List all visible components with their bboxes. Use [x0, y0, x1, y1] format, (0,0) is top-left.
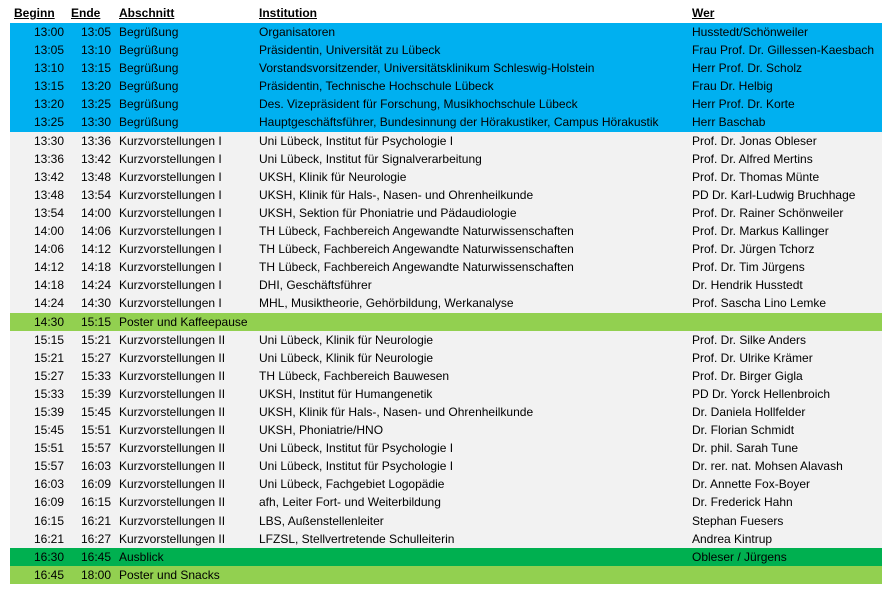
cell-end: 15:33	[80, 368, 111, 383]
cell-institution: LFZSL, Stellvertretende Schulleiterin	[259, 531, 455, 546]
cell-section: Kurzvorstellungen I	[119, 260, 222, 275]
cell-who: Dr. Daniela Hollfelder	[692, 404, 806, 419]
cell-begin: 16:15	[33, 513, 64, 528]
cell-section: Begrüßung	[119, 97, 179, 112]
cell-section: Kurzvorstellungen II	[119, 459, 226, 474]
cell-begin: 15:15	[33, 332, 64, 347]
cell-institution: TH Lübeck, Fachbereich Angewandte Naturwissenschaften	[259, 224, 574, 239]
cell-end: 14:24	[80, 278, 111, 293]
cell-institution: Uni Lübeck, Institut für Psychologie I	[259, 133, 454, 148]
cell-begin: 13:25	[33, 115, 64, 130]
cell-section: Kurzvorstellungen II	[119, 441, 226, 456]
cell-begin: 13:15	[33, 79, 64, 94]
cell-end: 13:05	[80, 25, 111, 39]
cell-section: Kurzvorstellungen I	[119, 169, 222, 184]
cell-institution: UKSH, Klinik für Neurologie	[259, 169, 407, 184]
cell-end: 13:10	[80, 43, 111, 58]
cell-begin: 16:45	[33, 567, 64, 582]
table-header	[10, 6, 883, 22]
cell-who: Prof. Dr. Thomas Münte	[692, 169, 820, 184]
table-row	[10, 168, 882, 186]
cell-end: 15:39	[80, 386, 111, 401]
cell-section: Begrüßung	[119, 79, 179, 94]
cell-who: PD Dr. Yorck Hellenbroich	[692, 386, 831, 401]
cell-section: Begrüßung	[119, 43, 179, 58]
table-row	[10, 313, 882, 331]
table-row	[10, 204, 882, 222]
cell-end: 16:27	[80, 531, 111, 546]
schedule-table	[10, 23, 882, 584]
cell-section: Kurzvorstellungen II	[119, 332, 226, 347]
table-row	[10, 95, 882, 113]
table-row	[10, 385, 882, 403]
cell-who: PD Dr. Karl-Ludwig Bruchhage	[692, 187, 856, 202]
cell-end: 14:06	[80, 224, 111, 239]
cell-end: 14:00	[80, 205, 111, 220]
cell-section: Kurzvorstellungen I	[119, 296, 222, 311]
cell-institution: afh, Leiter Fort- und Weiterbildung	[259, 495, 441, 510]
cell-section: Begrüßung	[119, 115, 179, 130]
cell-section: Begrüßung	[119, 25, 179, 39]
header-end: Ende	[71, 6, 101, 20]
cell-institution: Uni Lübeck, Fachgebiet Logopädie	[259, 477, 445, 492]
cell-who: Prof. Dr. Jonas Obleser	[692, 133, 817, 148]
cell-who: Stephan Fuesers	[692, 513, 784, 528]
cell-begin: 16:30	[33, 549, 64, 564]
cell-institution: Vorstandsvorsitzender, Universitätsklinikum Schleswig-Holstein	[259, 61, 595, 76]
cell-begin: 14:24	[33, 296, 64, 311]
cell-end: 14:12	[80, 242, 111, 257]
cell-institution: Uni Lübeck, Klinik für Neurologie	[259, 332, 434, 347]
cell-institution: TH Lübeck, Fachbereich Angewandte Naturwissenschaften	[259, 242, 574, 257]
cell-end: 16:21	[80, 513, 111, 528]
cell-section: Kurzvorstellungen I	[119, 242, 222, 257]
cell-begin: 13:54	[33, 205, 64, 220]
table-row	[10, 258, 882, 276]
cell-who: Frau Dr. Helbig	[692, 79, 773, 94]
cell-who: Prof. Dr. Birger Gigla	[692, 368, 803, 383]
table-row	[10, 77, 882, 95]
table-row	[10, 222, 882, 240]
table-row	[10, 132, 882, 150]
table-row	[10, 240, 882, 258]
table-row	[10, 475, 882, 493]
table-row	[10, 186, 882, 204]
cell-begin: 13:30	[33, 133, 64, 148]
cell-who: Herr Prof. Dr. Korte	[692, 97, 795, 112]
cell-institution: UKSH, Klinik für Hals-, Nasen- und Ohrenheilkunde	[259, 187, 534, 202]
cell-section: Kurzvorstellungen II	[119, 350, 226, 365]
cell-begin: 14:00	[33, 224, 64, 239]
cell-institution: Uni Lübeck, Institut für Psychologie I	[259, 441, 454, 456]
cell-institution: Des. Vizepräsident für Forschung, Musikhochschule Lübeck	[259, 97, 578, 112]
table-row	[10, 548, 882, 566]
cell-end: 15:57	[80, 441, 111, 456]
cell-institution: Uni Lübeck, Klinik für Neurologie	[259, 350, 434, 365]
cell-section: Poster und Snacks	[119, 567, 220, 582]
table-row	[10, 150, 882, 168]
cell-begin: 14:06	[33, 242, 64, 257]
table-row	[10, 457, 882, 475]
cell-institution: UKSH, Phoniatrie/HNO	[259, 423, 384, 438]
table-row	[10, 294, 882, 312]
cell-institution: Präsidentin, Universität zu Lübeck	[259, 43, 441, 58]
cell-begin: 15:45	[33, 423, 64, 438]
cell-institution: LBS, Außenstellenleiter	[259, 513, 384, 528]
cell-institution: TH Lübeck, Fachbereich Bauwesen	[259, 368, 450, 383]
cell-end: 16:03	[80, 459, 111, 474]
cell-who: Dr. phil. Sarah Tune	[692, 441, 799, 456]
cell-section: Kurzvorstellungen I	[119, 224, 222, 239]
cell-end: 15:51	[80, 423, 111, 438]
cell-who: Herr Baschab	[692, 115, 766, 130]
cell-institution: Uni Lübeck, Institut für Psychologie I	[259, 459, 454, 474]
cell-section: Kurzvorstellungen II	[119, 477, 226, 492]
table-row	[10, 530, 882, 548]
cell-section: Kurzvorstellungen I	[119, 205, 222, 220]
cell-section: Kurzvorstellungen II	[119, 368, 226, 383]
cell-institution: DHI, Geschäftsführer	[259, 278, 372, 293]
cell-section: Kurzvorstellungen II	[119, 513, 226, 528]
cell-institution: UKSH, Institut für Humangenetik	[259, 386, 433, 401]
cell-end: 15:21	[80, 332, 111, 347]
cell-section: Kurzvorstellungen I	[119, 151, 222, 166]
cell-end: 15:27	[80, 350, 111, 365]
header-who: Wer	[692, 6, 715, 20]
table-row	[10, 349, 882, 367]
cell-who: Prof. Dr. Ulrike Krämer	[692, 350, 813, 365]
cell-end: 16:09	[80, 477, 111, 492]
cell-end: 13:30	[80, 115, 111, 130]
cell-who: Dr. Hendrik Husstedt	[692, 278, 803, 293]
cell-begin: 13:00	[33, 25, 64, 39]
cell-end: 13:42	[80, 151, 111, 166]
cell-begin: 13:10	[33, 61, 64, 76]
cell-who: Obleser / Jürgens	[692, 549, 787, 564]
cell-who: Dr. Annette Fox-Boyer	[692, 477, 811, 492]
cell-end: 16:45	[80, 549, 111, 564]
cell-section: Kurzvorstellungen II	[119, 386, 226, 401]
cell-begin: 13:42	[33, 169, 64, 184]
cell-section: Begrüßung	[119, 61, 179, 76]
cell-institution: Hauptgeschäftsführer, Bundesinnung der Hörakustiker, Campus Hörakustik	[259, 115, 659, 130]
header-section: Abschnitt	[119, 6, 175, 20]
cell-begin: 15:33	[33, 386, 64, 401]
table-row	[10, 23, 882, 41]
table-row	[10, 367, 882, 385]
cell-who: Prof. Dr. Rainer Schönweiler	[692, 205, 844, 220]
cell-begin: 14:18	[33, 278, 64, 293]
table-row	[10, 276, 882, 294]
cell-begin: 15:21	[33, 350, 64, 365]
cell-begin: 13:48	[33, 187, 64, 202]
table-row	[10, 493, 882, 511]
cell-who: Prof. Dr. Tim Jürgens	[692, 260, 805, 275]
cell-end: 15:15	[80, 314, 111, 329]
table-row	[10, 113, 882, 131]
cell-end: 15:45	[80, 404, 111, 419]
cell-begin: 15:39	[33, 404, 64, 419]
cell-begin: 13:05	[33, 43, 64, 58]
cell-begin: 16:09	[33, 495, 64, 510]
cell-begin: 14:30	[33, 314, 64, 329]
cell-end: 14:18	[80, 260, 111, 275]
cell-end: 14:30	[80, 296, 111, 311]
table-row	[10, 439, 882, 457]
cell-end: 16:15	[80, 495, 111, 510]
cell-section: Kurzvorstellungen II	[119, 531, 226, 546]
cell-begin: 13:20	[33, 97, 64, 112]
cell-begin: 16:03	[33, 477, 64, 492]
cell-who: Herr Prof. Dr. Scholz	[692, 61, 803, 76]
cell-who: Dr. rer. nat. Mohsen Alavash	[692, 459, 843, 474]
cell-section: Kurzvorstellungen II	[119, 495, 226, 510]
table-row	[10, 41, 882, 59]
cell-begin: 15:27	[33, 368, 64, 383]
cell-institution: Präsidentin, Technische Hochschule Lübeck	[259, 79, 494, 94]
cell-who: Prof. Dr. Alfred Mertins	[692, 151, 813, 166]
cell-section: Kurzvorstellungen I	[119, 133, 222, 148]
cell-institution: Uni Lübeck, Institut für Signalverarbeitung	[259, 151, 482, 166]
table-row	[10, 403, 882, 421]
cell-section: Kurzvorstellungen I	[119, 278, 222, 293]
table-row	[10, 421, 882, 439]
cell-end: 13:36	[80, 133, 111, 148]
cell-end: 18:00	[80, 567, 111, 582]
cell-end: 13:54	[80, 187, 111, 202]
table-row	[10, 566, 882, 584]
cell-institution: UKSH, Sektion für Phoniatrie und Pädaudiologie	[259, 205, 517, 220]
cell-begin: 14:12	[33, 260, 64, 275]
header-institution: Institution	[259, 6, 317, 20]
cell-who: Prof. Sascha Lino Lemke	[692, 296, 827, 311]
cell-who: Dr. Frederick Hahn	[692, 495, 793, 510]
header-begin: Beginn	[14, 6, 55, 20]
cell-section: Ausblick	[119, 549, 164, 564]
cell-who: Prof. Dr. Silke Anders	[692, 332, 807, 347]
cell-section: Poster und Kaffeepause	[119, 314, 248, 329]
cell-end: 13:15	[80, 61, 111, 76]
cell-who: Prof. Dr. Markus Kallinger	[692, 224, 829, 239]
cell-who: Husstedt/Schönweiler	[692, 25, 809, 39]
cell-institution: Organisatoren	[259, 25, 336, 39]
cell-institution: UKSH, Klinik für Hals-, Nasen- und Ohrenheilkunde	[259, 404, 534, 419]
cell-who: Frau Prof. Dr. Gillessen-Kaesbach	[692, 43, 875, 58]
table-row	[10, 331, 882, 349]
cell-section: Kurzvorstellungen II	[119, 423, 226, 438]
cell-end: 13:20	[80, 79, 111, 94]
cell-begin: 15:57	[33, 459, 64, 474]
cell-institution: TH Lübeck, Fachbereich Angewandte Naturwissenschaften	[259, 260, 574, 275]
cell-who: Dr. Florian Schmidt	[692, 423, 795, 438]
cell-begin: 13:36	[33, 151, 64, 166]
cell-institution: MHL, Musiktheorie, Gehörbildung, Werkanalyse	[259, 296, 514, 311]
cell-section: Kurzvorstellungen I	[119, 187, 222, 202]
table-row	[10, 512, 882, 530]
table-row	[10, 59, 882, 77]
cell-end: 13:25	[80, 97, 111, 112]
cell-begin: 16:21	[33, 531, 64, 546]
cell-who: Andrea Kintrup	[692, 531, 773, 546]
cell-who: Prof. Dr. Jürgen Tchorz	[692, 242, 815, 257]
cell-section: Kurzvorstellungen II	[119, 404, 226, 419]
cell-begin: 15:51	[33, 441, 64, 456]
cell-end: 13:48	[80, 169, 111, 184]
